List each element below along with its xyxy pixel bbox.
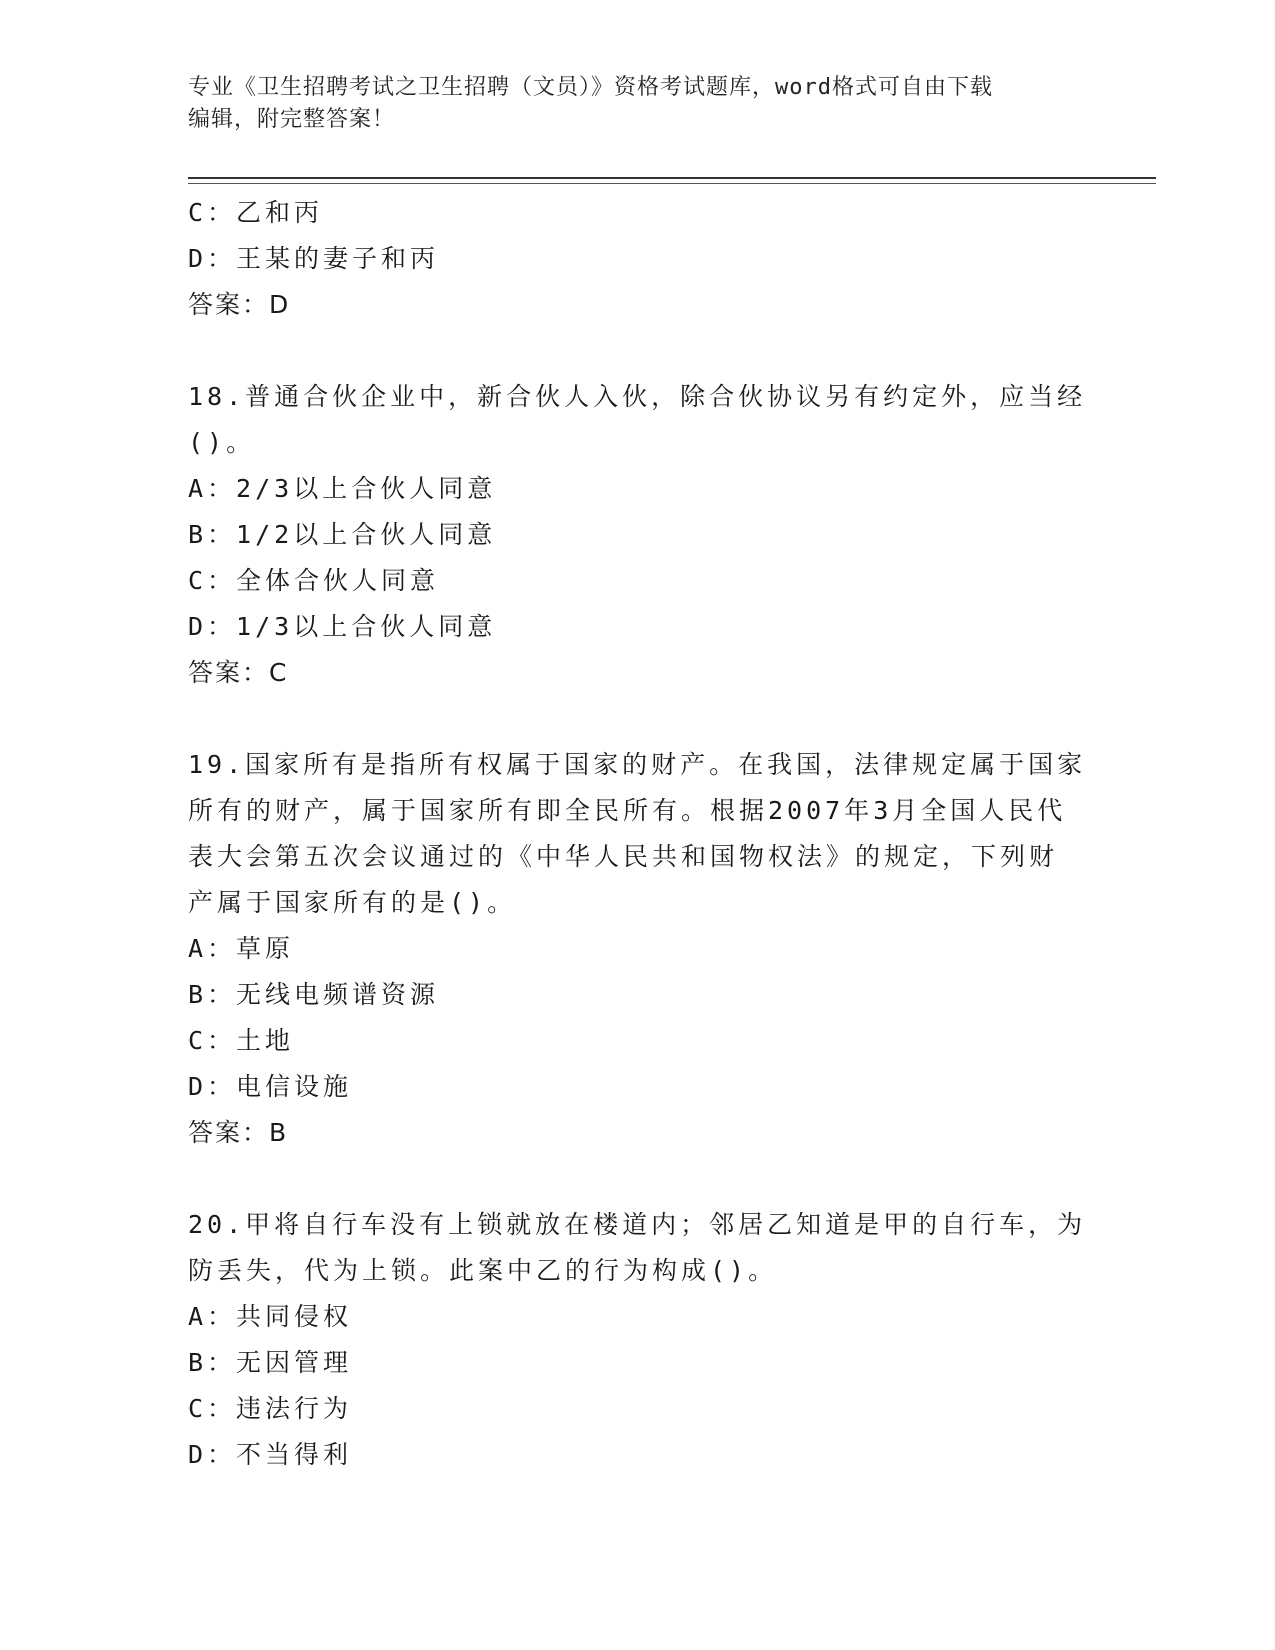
header-line-1: 专业《卫生招聘考试之卫生招聘（文员）》资格考试题库，word格式可自由下载 [188,75,993,100]
question-19-option-b: B：无线电频谱资源 [188,980,440,1009]
question-19-stem-line-3: 表大会第五次会议通过的《中华人民共和国物权法》的规定，下列财 [188,842,1059,871]
question-list [188,190,1088,1478]
question-19-option-c: C：土地 [188,1026,295,1055]
header-divider-thick [188,177,1156,179]
document-header [188,72,1088,136]
question-19-option-a: A：草原 [188,934,295,963]
question-20-option-d: D：不当得利 [188,1440,353,1469]
question-19 [188,742,1088,1156]
question-20-option-a: A：共同侵权 [188,1302,353,1331]
question-18-option-a: A：2/3以上合伙人同意 [188,474,497,503]
header-divider-thin [188,183,1156,184]
question-19-stem-line-1: 19.国家所有是指所有权属于国家的财产。在我国，法律规定属于国家 [188,750,1087,779]
question-spacer [188,328,1088,374]
question-18 [188,374,1088,696]
question-20-stem-line-2: 防丢失，代为上锁。此案中乙的行为构成()。 [188,1256,778,1285]
question-17-option-d: D：王某的妻子和丙 [188,244,440,273]
question-18-option-b: B：1/2以上合伙人同意 [188,520,497,549]
question-19-answer: 答案：B [188,1118,289,1147]
question-18-stem-line-1: 18.普通合伙企业中，新合伙人入伙，除合伙协议另有约定外，应当经 [188,382,1087,411]
question-spacer [188,696,1088,742]
question-18-answer: 答案：C [188,658,289,687]
question-20-stem-line-1: 20.甲将自行车没有上锁就放在楼道内；邻居乙知道是甲的自行车，为 [188,1210,1087,1239]
header-line-2: 编辑，附完整答案！ [188,107,396,132]
question-17-option-c: C：乙和丙 [188,198,324,227]
question-20 [188,1202,1088,1478]
question-20-option-b: B：无因管理 [188,1348,353,1377]
question-17-answer: 答案：D [188,290,291,319]
question-19-stem-line-4: 产属于国家所有的是()。 [188,888,517,917]
question-19-stem-line-2: 所有的财产，属于国家所有即全民所有。根据2007年3月全国人民代 [188,796,1067,825]
question-17 [188,190,1088,328]
question-20-option-c: C：违法行为 [188,1394,353,1423]
question-19-option-d: D：电信设施 [188,1072,353,1101]
question-spacer [188,1156,1088,1202]
question-18-option-d: D：1/3以上合伙人同意 [188,612,497,641]
question-18-option-c: C：全体合伙人同意 [188,566,440,595]
question-18-stem-line-2: ()。 [188,428,256,457]
